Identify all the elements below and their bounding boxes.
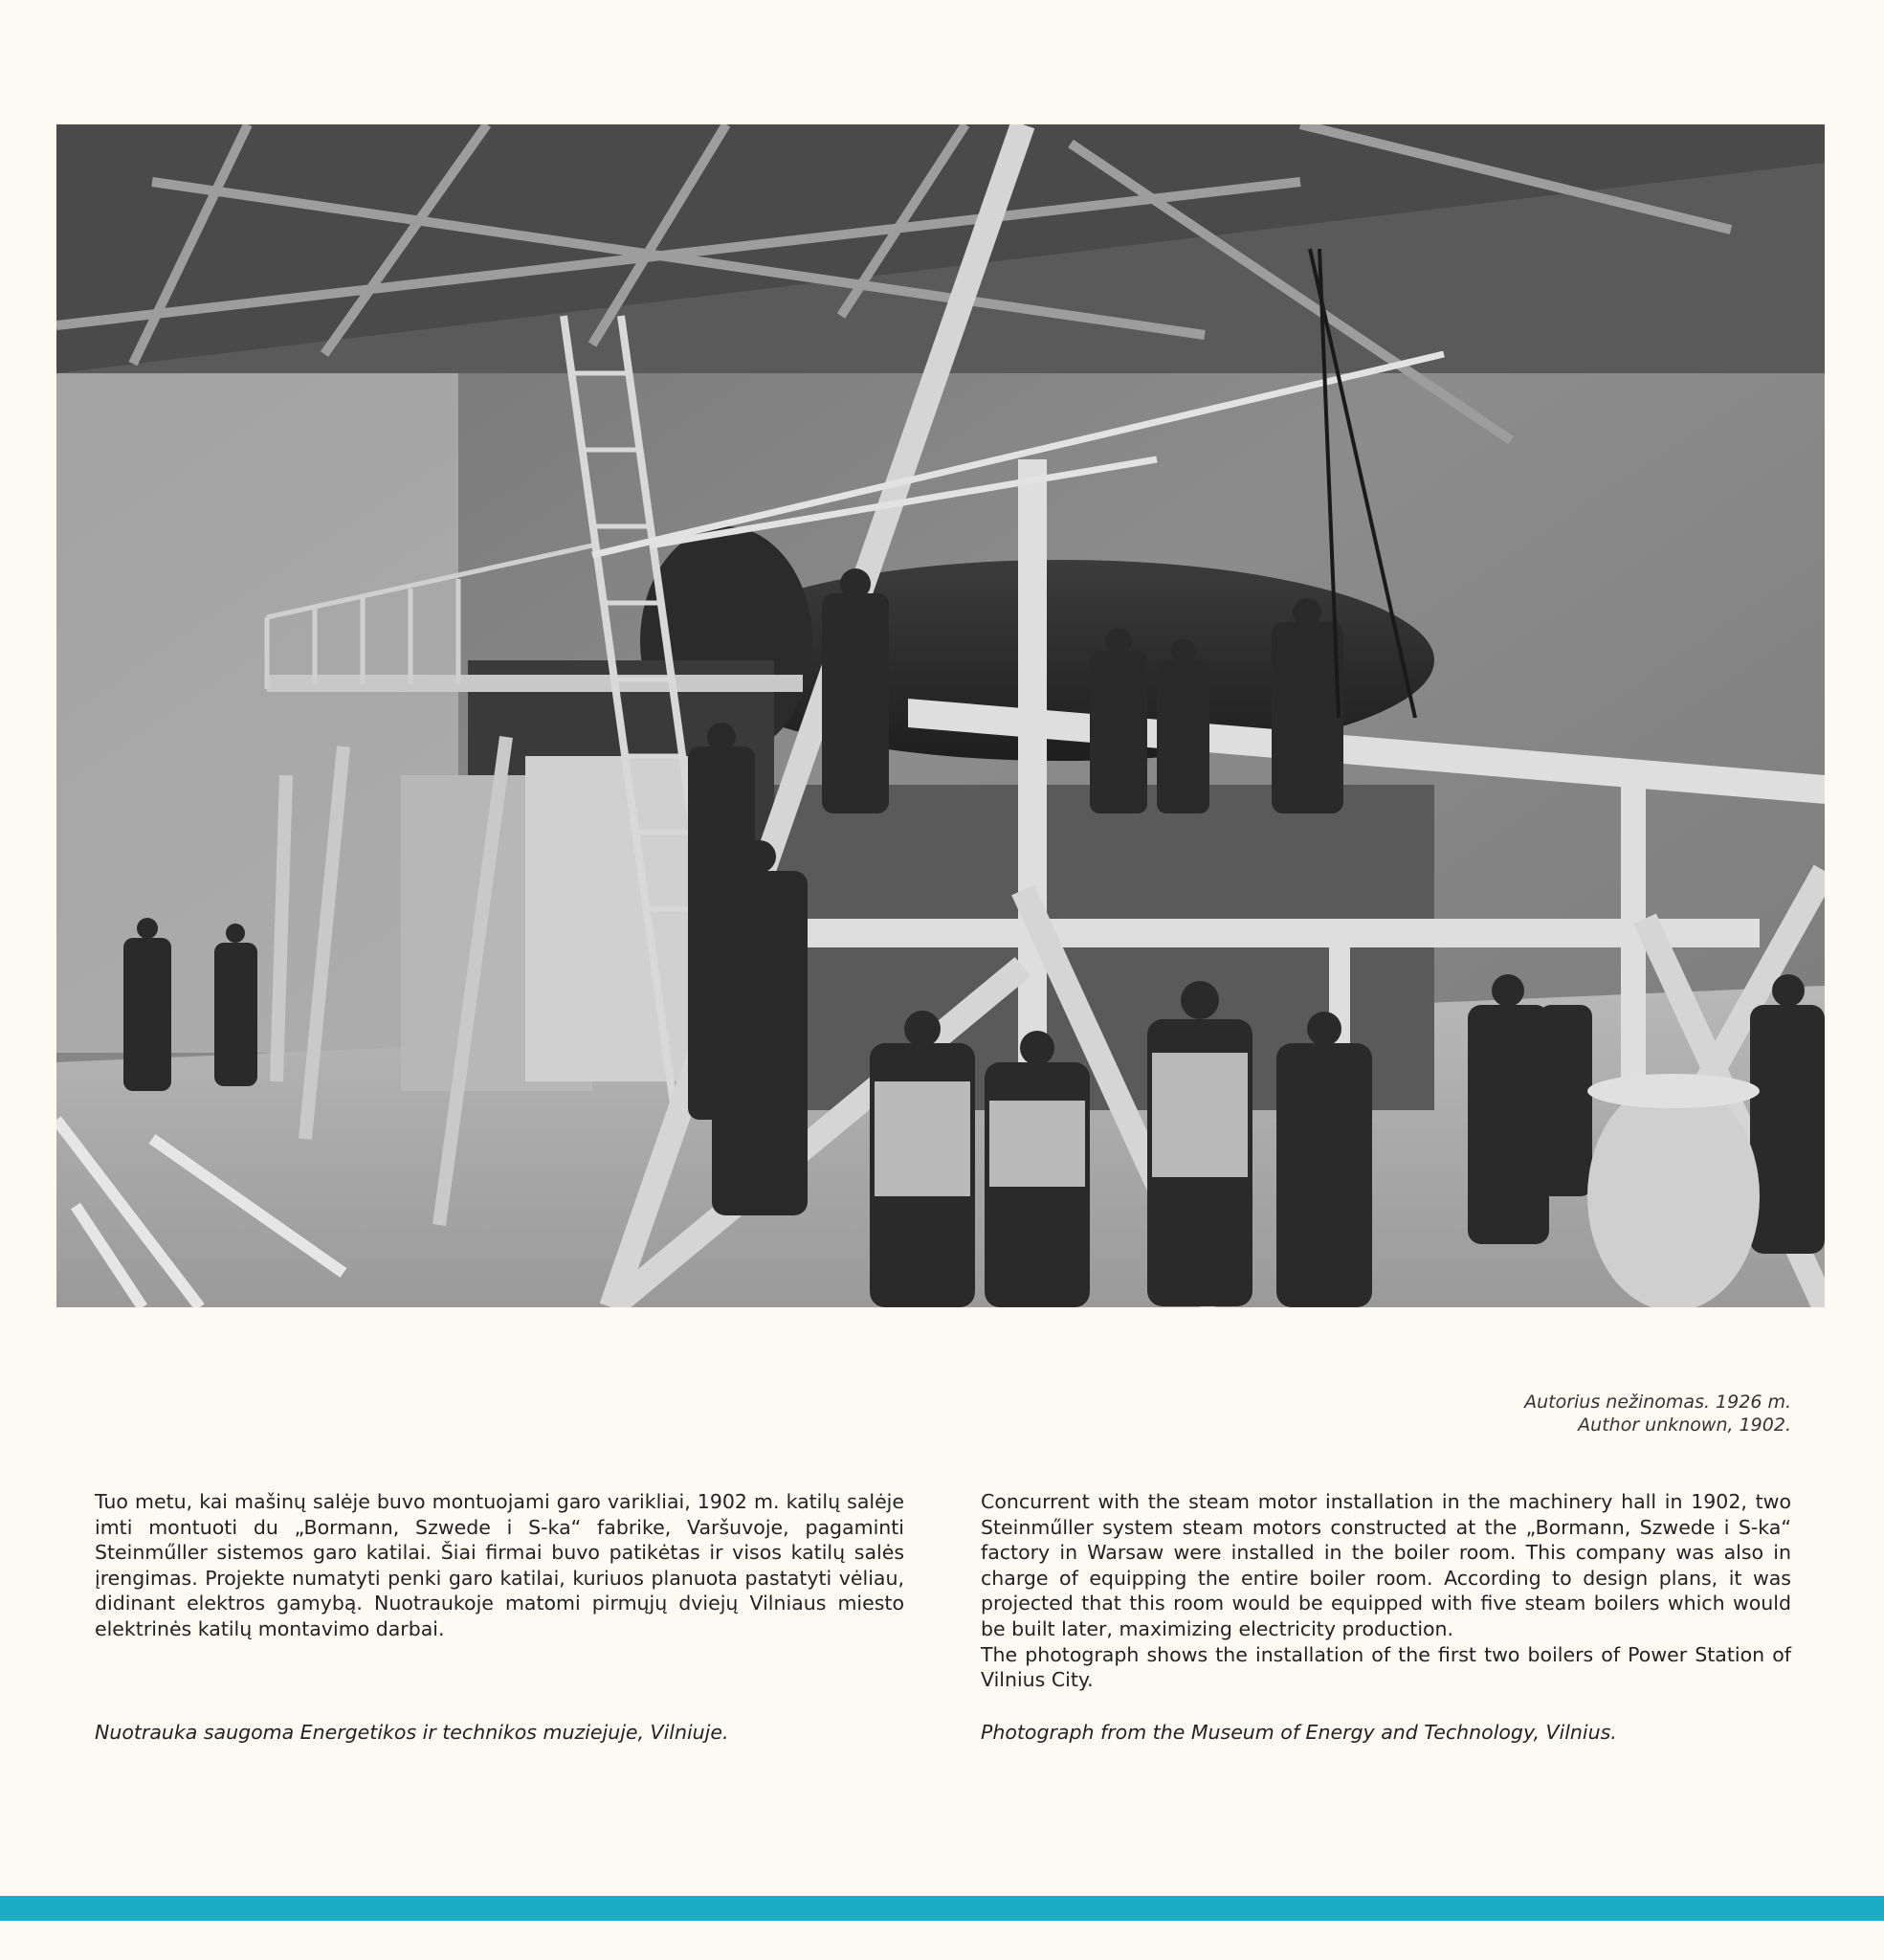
historic-photo (56, 124, 1825, 1307)
description-lt (95, 1489, 904, 1642)
description-en-paragraph-2: The photograph shows the installation of the first two boilers of Power Station of Vilnius City. (981, 1642, 1791, 1692)
photo-credit-lt: Autorius nežinomas. 1926 m. (1524, 1392, 1791, 1413)
accent-bar (0, 1896, 1884, 1921)
description-en (981, 1489, 1791, 1693)
photo-credit-en: Author unknown, 1902. (1578, 1414, 1791, 1436)
photo-credit (1524, 1391, 1791, 1437)
photo-source-en: Photograph from the Museum of Energy and Technology, Vilnius. (981, 1721, 1617, 1744)
photo-illustration (56, 124, 1825, 1307)
description-lt-paragraph: Tuo metu, kai mašinų salėje buvo montuojami garo varikliai, 1902 m. katilų salėje imti montuoti du „Bormann, Szwede i S-ka“ fabrike, Varšuvoje, pagaminti Steinműller sistemos garo katilai. Šiai firmai buvo patikėtas ir visos katilų salės įrengimas. Projekte numatyti penki garo katilai, kuriuos planuota pastatyti vėliau, didinant elektros gamybą. Nuotraukoje matomi pirmųjų dviejų Vilniaus miesto elektrinės katilų montavimo darbai. (95, 1490, 904, 1640)
photo-source-lt: Nuotrauka saugoma Energetikos ir technikos muziejuje, Vilniuje. (95, 1721, 729, 1744)
description-en-paragraph-1: Concurrent with the steam motor installation in the machinery hall in 1902, two Steinműller system steam motors constructed at the „Bormann, Szwede i S-ka“ factory in Warsaw were installed in the boiler room. This company was also in charge of equipping the entire boiler room. According to design plans, it was projected that this room would be equipped with five steam boilers which would be built later, maximizing electricity production. (981, 1490, 1791, 1640)
